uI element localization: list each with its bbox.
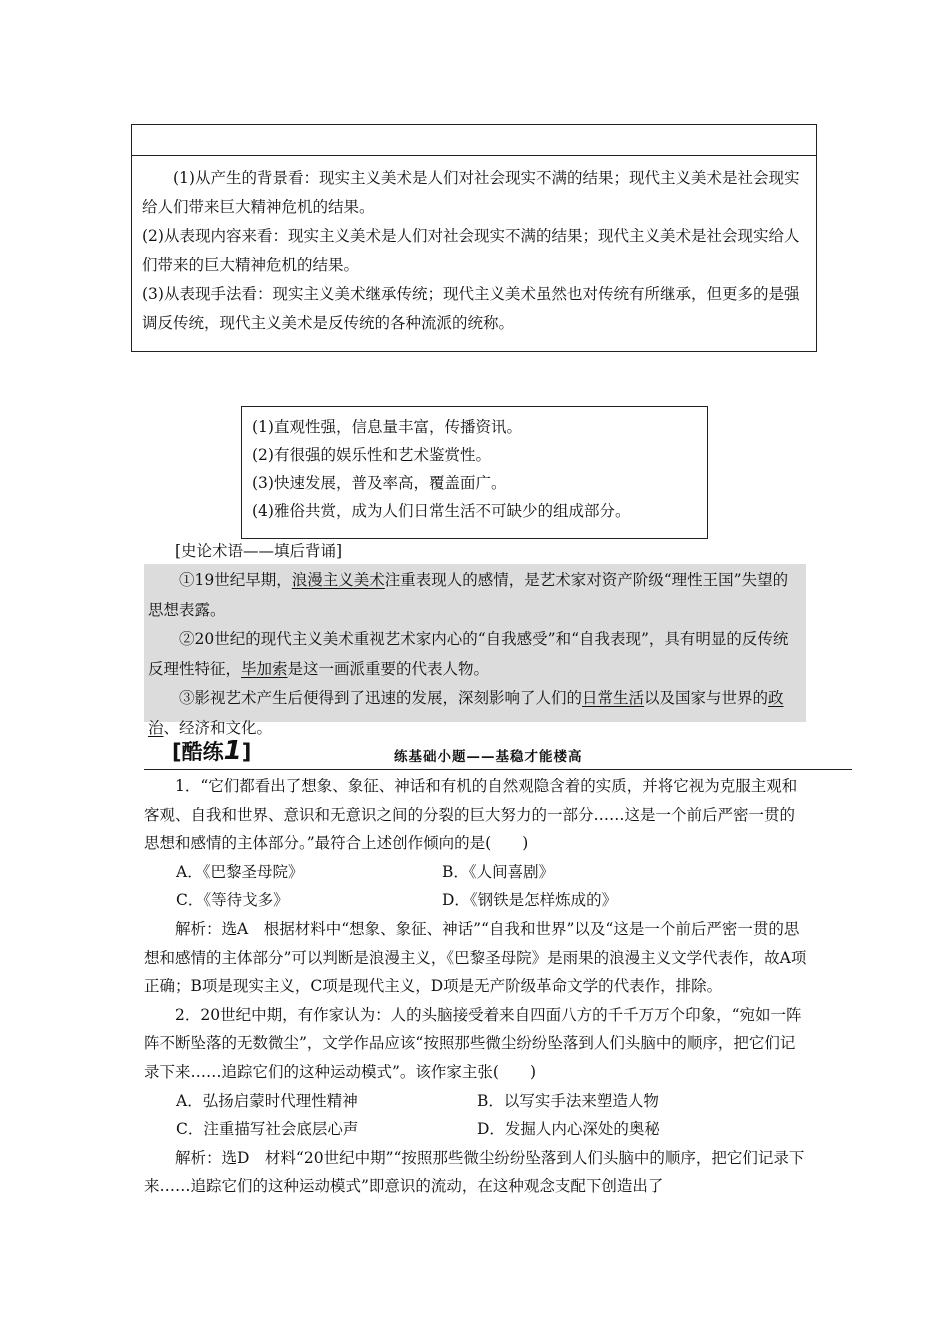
feature-item: (1)直观性强，信息量丰富，传播资讯。 xyxy=(252,418,522,436)
term-3: ③影视艺术产生后便得到了迅速的发展，深刻影响了人们的日常生活以及国家与世界的政治、经济和文化。 xyxy=(148,689,784,737)
comparison-table xyxy=(131,124,817,352)
option-c: C．注重描写社会底层心声 xyxy=(176,1120,359,1139)
question-1-stem: 1．“它们都看出了想象、象征、神话和有机的自然观隐含着的实质，并将它视为克服主观和客观、自我和世界、意识和无意识之间的分裂的巨大努力的一部分……这是一个前后严密一贯的思想和感情的主体部分。”最符合上述创作倾向的是( ) xyxy=(144,777,798,853)
feature-item: (2)有很强的娱乐性和艺术鉴赏性。 xyxy=(252,446,491,464)
option-c: C．《等待戈多》 xyxy=(176,891,289,910)
feature-item: (4)雅俗共赏，成为人们日常生活不可缺少的组成部分。 xyxy=(252,502,631,520)
option-a: A．弘扬启蒙时代理性精神 xyxy=(176,1091,358,1110)
blank-answer: 政治 xyxy=(148,689,784,737)
question-1-options-row xyxy=(144,886,808,915)
comparison-point-2: (2)从表现内容来看：现实主义美术是人们对社会现实不满的结果；现代主义美术是社会现实给人们带来的巨大精神危机的结果。 xyxy=(142,227,800,274)
comparison-point-1: (1)从产生的背景看：现实主义美术是人们对社会现实不满的结果；现代主义美术是社会现实给人们带来巨大精神危机的结果。 xyxy=(142,169,800,216)
question-1-options-row xyxy=(144,858,808,887)
divider xyxy=(144,769,852,770)
option-a: A．《巴黎圣母院》 xyxy=(176,862,304,881)
option-d: D．《钢铁是怎样炼成的》 xyxy=(442,891,618,910)
question-2-analysis: 解析：选D 材料“20世纪中期”“按照那些微尘纷纷坠落到人们头脑中的顺序，把它们记录下来……追踪它们的这种运动模式”即意识的流动，在这种观念支配下创造出了 xyxy=(144,1148,805,1196)
feature-item: (3)快速发展，普及率高，覆盖面广。 xyxy=(252,474,507,492)
practice-heading: [酷练1] xyxy=(172,736,252,766)
table-body xyxy=(132,156,816,338)
option-b: B．以写实手法来塑造人物 xyxy=(477,1091,659,1110)
question-1-analysis: 解析：选A 根据材料中“想象、象征、神话”“自我和世界”以及“这是一个前后严密一贯的思想和感情的主体部分”可以判断是浪漫主义，《巴黎圣母院》是雨果的浪漫主义文学代表作，故A项正确；B项是现实主义，C项是现代主义，D项是无产阶级革命文学的代表作，排除。 xyxy=(144,919,807,996)
option-b: B．《人间喜剧》 xyxy=(442,862,555,881)
practice-subtitle: 练基础小题——基稳才能楼高 xyxy=(394,749,583,765)
table-header-row xyxy=(132,125,816,156)
term-2: ②20世纪的现代主义美术重视艺术家内心的“自我感受”和“自我表现”，具有明显的反传统反理性特征，毕加索是这一画派重要的代表人物。 xyxy=(148,630,789,678)
blank-answer: 浪漫主义美术 xyxy=(291,571,385,589)
term-1: ①19世纪早期，浪漫主义美术注重表现人的感情，是艺术家对资产阶级“理性王国”失望的思想表露。 xyxy=(148,571,789,619)
question-2-options-row xyxy=(144,1115,808,1144)
question-2-options-row xyxy=(144,1087,808,1116)
blank-answer: 毕加索 xyxy=(241,659,288,678)
question-2-stem: 2．20世纪中期，有作家认为：人的头脑接受着来自四面八方的千千万万个印象，“宛如一阵阵不断坠落的无数微尘”，文学作品应该“按照那些微尘纷纷坠落到人们头脑中的顺序，把它们记录下来……追踪它们的这种运动模式”。该作家主张( ) xyxy=(144,1005,802,1081)
blank-answer: 日常生活 xyxy=(582,689,645,707)
terms-block xyxy=(144,564,806,737)
option-d: D．发掘人内心深处的奥秘 xyxy=(477,1120,660,1139)
questions xyxy=(144,772,808,1201)
film-features-box xyxy=(241,406,708,539)
comparison-point-3: (3)从表现手法看：现实主义美术继承传统；现代主义美术虽然也对传统有所继承，但更多的是强调反传统，现代主义美术是反传统的各种流派的统称。 xyxy=(142,285,800,332)
section-title: [史论术语——填后背诵] xyxy=(175,542,343,560)
